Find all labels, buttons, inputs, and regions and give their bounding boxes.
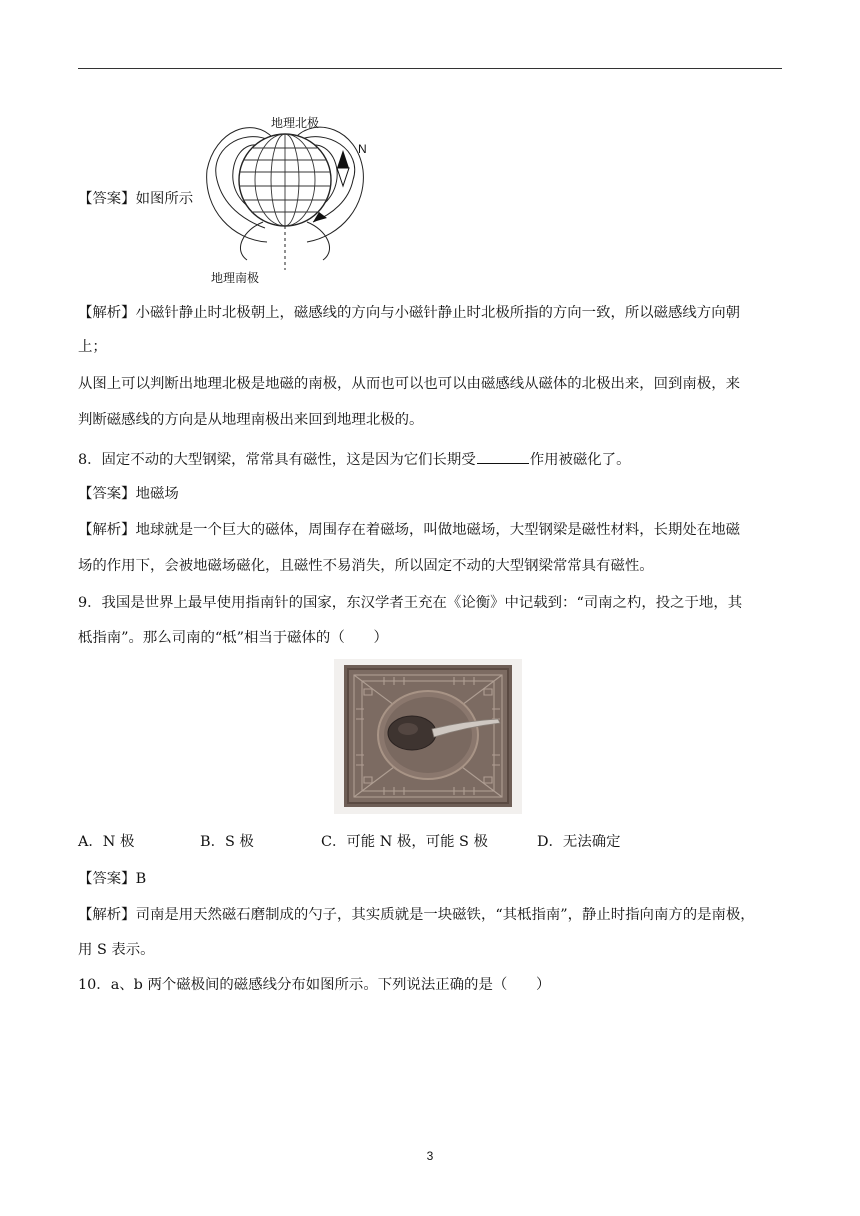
- q8-analysis-line2: 场的作用下，会被地磁场磁化，且磁性不易消失，所以固定不动的大型钢梁常常具有磁性。: [78, 558, 654, 574]
- q7-analysis-line1: 【解析】小磁针静止时北极朝上，磁感线的方向与小磁针静止时北极所指的方向一致，所以磁感线方向朝: [78, 305, 740, 321]
- compass-needle-icon: [337, 150, 349, 186]
- q9-option-d: D．无法确定: [537, 834, 621, 850]
- q9-analysis-line1: 【解析】司南是用天然磁石磨制成的勺子，其实质就是一块磁铁，“其柢指南”，静止时指向南方的是南极，: [78, 907, 755, 923]
- q8-analysis-line1: 【解析】地球就是一个巨大的磁体，周围存在着磁场，叫做地磁场，大型钢梁是磁性材料，长期处在地磁: [78, 522, 740, 538]
- q8-question-part2: 作用被磁化了。: [529, 452, 631, 468]
- q8-question: [78, 449, 788, 470]
- q9-option-c: C．可能 N 极，可能 S 极: [321, 834, 488, 850]
- q7-answer: 【答案】如图所示: [78, 191, 194, 207]
- north-pole-label: 地理北极: [271, 116, 320, 130]
- q9-answer: 【答案】B: [78, 871, 147, 887]
- q9-option-b: B．S 极: [200, 834, 254, 850]
- north-letter-label: N: [358, 142, 367, 156]
- sinan-compass-photo: [334, 659, 522, 814]
- q10-question: 10．a、b 两个磁极间的磁感线分布如图所示。下列说法正确的是（ ）: [78, 977, 551, 993]
- south-pole-label: 地理南极: [211, 271, 260, 285]
- q7-analysis-line3: 从图上可以判断出地理北极是地磁的南极，从而也可以也可以由磁感线从磁体的北极出来，回到南极，来: [78, 376, 740, 392]
- q9-option-a: A．N 极: [78, 834, 135, 850]
- page-number: 3: [426, 1149, 434, 1163]
- q7-analysis-line2: 上；: [78, 339, 107, 355]
- q9-question-line1: 9．我国是世界上最早使用指南针的国家，东汉学者王充在《论衡》中记载到：“司南之杓，投之于地，其: [78, 595, 743, 611]
- q8-answer: 【答案】地磁场: [78, 486, 179, 502]
- earth-magnetic-field-figure: [203, 110, 378, 290]
- q8-question-part1: 8．固定不动的大型钢梁，常常具有磁性，这是因为它们长期受: [78, 452, 476, 468]
- fill-blank: [477, 449, 529, 464]
- q9-question-line2: 柢指南”。那么司南的“柢”相当于磁体的（ ）: [78, 630, 388, 646]
- header-rule: [78, 68, 782, 69]
- q9-analysis-line2: 用 S 表示。: [78, 942, 155, 958]
- q7-analysis-line4: 判断磁感线的方向是从地理南极出来回到地理北极的。: [78, 412, 424, 428]
